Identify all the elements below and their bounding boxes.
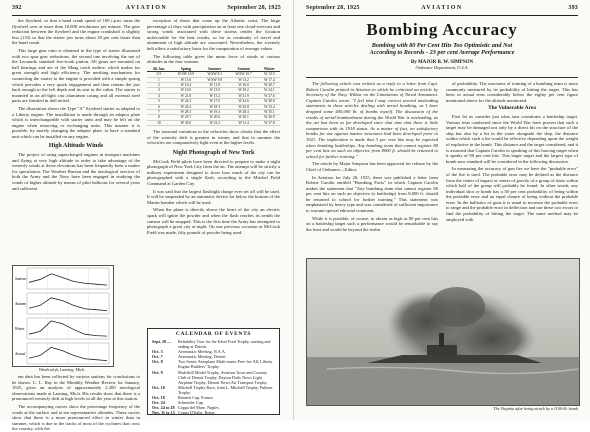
table-cell: W.SW 10.9	[171, 72, 201, 77]
paragraph: the flywheel, so that a hand crank speed of 100 r.p.m. turns the flywheel over at more than 10,000 revolutions per minute. The gear reduction between the flywheel and the engine crankshaft is slightly less (133) so that the starter jaw turns about 20 per cent faster than the hand crank.	[12, 18, 140, 46]
table-cell: 10	[147, 120, 171, 125]
subtitle-line: Bombing with 80 Per Cent Hits Too Optimistic and Not	[371, 42, 513, 49]
paragraph: The following table gives the mean force of winds at various altitudes in the four seasons:	[147, 53, 280, 65]
table-cell: 1	[147, 77, 171, 82]
table-cell: W 11.8	[201, 82, 228, 87]
calendar-item	[152, 410, 275, 415]
table-cell: W 30.6	[171, 120, 201, 125]
battleship-photo	[306, 258, 580, 406]
right-column-1	[306, 81, 438, 255]
paragraph: First let us consider just what area constitutes a battleship target. Various tests conducted since the World War have proven that such a target may be damaged not only by a direct hit on the structure of the ship but also by a hit in the water alongside the ship, the distance within which such a hit would be effective depending upon the weight of explosive in the bomb. This distance and the target considered, and it is assumed that Captain Carolin in speaking of this bracing target when it speaks of 80 per cent hits. This larger target and the largest type of bomb now standard will be considered in the following discussion.	[446, 113, 578, 164]
table-cell: W 31.4	[228, 120, 258, 125]
table-row	[147, 120, 280, 125]
table-cell: W 26.2	[171, 104, 201, 109]
calendar-of-events	[147, 328, 280, 415]
issue-date: September 28, 1925	[306, 5, 360, 11]
calendar-date: Oct. 10	[152, 384, 165, 390]
calendar-event: Two Seater Aeroplane Multi-seater Free-for-All, Liberty Engine Builders' Trophy.	[178, 359, 273, 370]
table-cell: 6	[147, 104, 171, 109]
table-cell: W 30.1	[228, 115, 258, 120]
table-cell: W 36.9	[259, 115, 280, 120]
paragraph: When the plane is directly above the heart of the city an electric spark will ignite the powder and when the flash reaches its zenith the camera will be snapped. This is the first time the Army has attempted to photograph a great city at night. On one previous occasion at McCook Field was made, fifty pounds of powder being used.	[147, 207, 280, 235]
winds-aloft-chart	[12, 265, 114, 367]
wind-table	[147, 67, 280, 126]
table-cell: W.SW 9.8	[201, 77, 228, 82]
table-cell: W 30.8	[259, 99, 280, 104]
left-page	[0, 0, 293, 432]
table-cell: W 24.3	[171, 99, 201, 104]
byline: By MAJOR B. W. SIMPSON	[410, 59, 474, 65]
paragraph: In measuring the accuracy of gun fire we have the "probable error" of the fire is used. The probable error may be defined as the distance from the center of impact or center of gravity of a group of shots within which half of the group will probably be found. In other words, any individual shot or bomb has a 50 per cent probability of being within the probable error and an equal chance of being without the probable error. In the ballistics of guns it is usual to increase the probable error to range and the probable error in deflection and use these two errors to find the probability of hitting the target. The same method may be employed with	[446, 166, 578, 222]
calendar-item	[152, 339, 275, 349]
calendar-item	[152, 385, 275, 395]
table-cell: 5	[147, 99, 171, 104]
paragraph: of probability. The exactness of training of a bombing team is more commonly measured by its probability of hitting the target. This has been in actual tests considerably below the eighty per cent figure mentioned above for the altitude mentioned.	[446, 81, 578, 103]
page-number: 393	[568, 5, 578, 11]
table-header: Alt. km.	[147, 67, 171, 72]
table-cell: W 24.6	[228, 99, 258, 104]
table-cell: W 19.0	[171, 88, 201, 93]
table-cell: W 28.4	[228, 110, 258, 115]
paragraph: exception of those that come up the Atlantic coast. The large percentage of days with precipitation on at least one cloud-overcast and strong winds associated with these storms render the location unfavorable for the best results, so far as continuity of travel and attainment of high altitude are concerned. Nevertheless, the westerly belt offers a satisfactory basis for the computation of average values.	[147, 18, 280, 51]
table-header: Autumn	[228, 67, 258, 72]
calendar-date: Oct. 24 to 28	[152, 405, 175, 411]
table-cell: W 16.4	[171, 82, 201, 87]
table-cell: W 20.6	[201, 115, 228, 120]
calendar-event: Reliability Tour for the Edsel Ford Trophy, starting and ending at Detroit.	[178, 339, 271, 350]
chart-panel-label: Winter	[15, 327, 25, 331]
calendar-date: Sept. 28 —	[152, 339, 172, 344]
table-cell: 8	[147, 115, 171, 120]
calendar-item	[152, 359, 275, 369]
photo-caption: The Virginia after being struck by a 1100-lb. bomb	[493, 406, 578, 411]
chart-panel-label: Annual	[15, 352, 26, 356]
right-column-2	[446, 81, 578, 255]
table-cell: W 27.6	[259, 93, 280, 98]
running-head-left	[12, 5, 281, 16]
chart-caption: Winds aloft, Lansing, Mich.	[38, 367, 86, 372]
table-cell: 7	[147, 110, 171, 115]
table-cell: W.SW 10.7	[228, 72, 258, 77]
subtitle-line: According to Records - 23 per cent Average Performance	[369, 49, 515, 57]
calendar-event: Aeronautic Meeting, Detroit.	[178, 354, 227, 360]
table-cell: W.SW 8.1	[201, 72, 228, 77]
chart-panel-label: Summer	[15, 277, 27, 281]
page-number: 392	[12, 5, 22, 11]
table-cell: 3	[147, 88, 171, 93]
left-column-1	[12, 18, 140, 263]
calendar-date: Oct. 24	[152, 400, 165, 406]
article-title: Bombing Accuracy	[366, 20, 518, 39]
calendar-list	[152, 339, 275, 415]
table-header: Spring	[171, 67, 201, 72]
calendar-title: CALENDAR OF EVENTS	[175, 331, 252, 337]
table-cell: W 35.1	[259, 110, 280, 115]
table-cell: W 16.0	[228, 82, 258, 87]
table-cell: W 33.4	[259, 104, 280, 109]
article-subtitle	[306, 42, 578, 57]
left-column-1-bottom	[12, 374, 140, 432]
table-cell: 2	[147, 82, 171, 87]
paragraph: The project of using supercharged engines in transport machines and flying at very high altitude in order to take advantage of the westerly winds at those elevations has been frequently been a matter for speculation. The Weather Bureau and the aerological services of both the Army and the Navy have been engaged in studying the winds of higher altitude by means of pilot balloons for several years and sufficient	[12, 152, 140, 191]
table-cell: W 19.2	[228, 88, 258, 93]
header-rule	[306, 77, 578, 78]
table-cell: W 13.9	[201, 88, 228, 93]
table-cell: W 18.3	[201, 104, 228, 109]
table-header: Winter	[259, 67, 280, 72]
chart-panel-label: Autumn	[15, 302, 27, 306]
chart-svg	[13, 266, 113, 366]
editor-intro: The following article was written as a reply to a letter from Capt. Robert Carolin printed in Aviation in which he criticized an article by Secretary of the Navy Wilbur on the Limitations of Naval Armament. Captain Carolin wrote: "I feel that I may correct several misleading statements in these articles dealing with aerial bombing, as I have dropped some 400,000 lb. of bombs myself. The discussion of the results of aerial bombardment during the World War is misleading, as the art has been so far developed since that time that there is little comparison with its 1918 status. As a matter of fact, no satisfactory bombs for use against marine structures had been developed prior to 1921. The implication is made that 3 per cent hits may be expected when bombing battleships. Any bombing team that cannot register 80 per cent hits on such an objective from 8000 ft. should be returned to school for further training."	[306, 81, 438, 159]
paragraph: The accompanying curves show the percentage frequency of the winds at the surface and at ten representative altitudes. These curves show that there is a more pronounced effect in winter than in summer, which is due to the tracks of most of the cyclones that cross the country, with the	[12, 403, 140, 432]
left-column-2	[147, 18, 280, 324]
calendar-event: Mulvihill Model Trophy, Aviation Town and Country Club of Detroit Trophy, Dayton Daily News Light Airplane Trophy, Detroit News Air Transport Trophy.	[178, 369, 268, 385]
table-cell: W 15.2	[201, 93, 228, 98]
table-cell: W 28.1	[171, 110, 201, 115]
table-cell: W 20.7	[259, 82, 280, 87]
section-heading: Night Photograph of New York	[172, 149, 255, 156]
article-header	[306, 20, 578, 70]
table-cell: W 21.8	[171, 93, 201, 98]
paragraph: It was said that the largest flashlight charge ever set off will be used. It will be suspended by an automatic device far below the bottom of the Martin bomber which will be used.	[147, 188, 280, 205]
paragraph: ent data has been collected by various stations for conclusions to be drawn. C. L. Ray in the Monthly Weather Review for January, 1925, gives an analysis of approximately 2,300 aerological observations made at Lansing, Mich. His results show that there is a pronounced westerly drift at high levels in all the year at this station.	[12, 374, 140, 402]
paragraph: While it is possible, of course, to obtain as high as 80 per cent hits on a battleship target such a performance would be remarkable to say the least and would be beyond the realm	[306, 215, 438, 232]
calendar-event: Schneider Cup.	[178, 400, 204, 406]
calendar-date: Nov. 11 to 15	[152, 410, 175, 416]
paragraph: In Aviation for July 20, 1925, there was published a letter from Robert Carolin entitled "Bombing Facts" in which Captain Carolin makes the statement that "Any bombing team that cannot register 80 per cent hits on such an objective (a battleship) from 8,000 ft. should be returned to school for further training." This statement was emphasized by heavy type and was considered of sufficient importance to warrant special editorial comment.	[306, 174, 438, 214]
paragraph: This large gear ratio is obtained in the type of starter illustrated with two spur gear reductions, the second one involving the use of the Leonardo standard five-tooth pinion. All gears are mounted on ball bearings and are of the Maag tooth outline, which makes for great strength and high efficiency. The meshing mechanism for connecting the starter to the engine is provided with a simple spring which provides a very quick engagement and then returns the jaw back enough to the left depth and its seat in the cabin. The starter is mounted in an all-light cast aluminum casing and all external steel parts are finished in dull nickel.	[12, 47, 140, 104]
calendar-date: Oct. 18	[152, 395, 165, 401]
calendar-date: Oct. 8	[152, 359, 163, 365]
table-cell: W 37.8	[259, 120, 280, 125]
calendar-item	[152, 370, 275, 385]
table-cell: W 19.4	[201, 110, 228, 115]
table-cell: W 13.6	[171, 77, 201, 82]
running-title: AVIATION	[421, 5, 463, 11]
issue-date: September 28, 1925	[227, 5, 281, 11]
author-affiliation: Ordnance Department, U.S.A.	[415, 64, 469, 70]
calendar-date: Oct. 3	[152, 349, 163, 355]
calendar-date: Oct. 7	[152, 354, 163, 360]
section-heading: The Vulnerable Area	[488, 105, 536, 112]
right-page	[294, 0, 590, 420]
calendar-event: Mitchell Trophy Race, John L. Mitchell Trophy, Pulitzer Trophy.	[178, 384, 273, 395]
running-head-right	[306, 5, 578, 16]
paragraph: The seasonal variations in the velocities show clearly that the effect of the westerly drift is greatest in winter, and that in summer the velocities are comparatively light even at the higher levels.	[147, 129, 280, 146]
running-title: AVIATION	[125, 5, 168, 11]
table-cell: W 21.9	[228, 93, 258, 98]
section-heading: High Altitude Winds	[48, 142, 104, 150]
calendar-event: Bennett Cup, France.	[178, 395, 214, 401]
table-cell: 4	[147, 93, 171, 98]
calendar-event: Aeronautic Meeting, N.A.A.	[178, 349, 226, 355]
calendar-date: Oct. 9	[152, 369, 163, 375]
table-cell: W 29.7	[171, 115, 201, 120]
calendar-event: Coppa del Mare, Naples.	[178, 405, 220, 411]
paragraph: The illustration shows the Type "A" flywheel starter as adapted to a Liberty engine. The installation is made through an adaptor plate which is interchangeable with starter units and may be left on the engine when removing or exchanging units. This manner it is possible, by merely changing the adaptor plate, to have a standard unit which can be installed on any engine.	[12, 105, 140, 139]
table-cell: W 17.4	[259, 77, 280, 82]
photo-illustration	[307, 259, 579, 405]
table-cell: 0.5	[147, 72, 171, 77]
table-cell: W 17.0	[201, 99, 228, 104]
paragraph: McCook Field pilots have been directed to prepare to make a night photograph of New York City from the air. The attempt will be strictly a military experiment designed to show how much of the city can be photographed with a single flash, according to the Mitchel Field Command at Garden City.	[147, 158, 280, 186]
table-header: Summer	[201, 67, 228, 72]
table-cell: W 21.2	[201, 120, 228, 125]
wind-table-body	[147, 72, 280, 126]
table-cell: W 13.5	[259, 72, 280, 77]
table-cell: W 24.1	[259, 88, 280, 93]
table-cell: W 26.8	[228, 104, 258, 109]
paragraph: The article by Major Simpson has been approved for release by the Chief of Ordnance—Editor.	[306, 161, 438, 172]
table-cell: W 13.2	[228, 77, 258, 82]
calendar-event: Coppa D'Italia, Rome.	[178, 410, 216, 416]
